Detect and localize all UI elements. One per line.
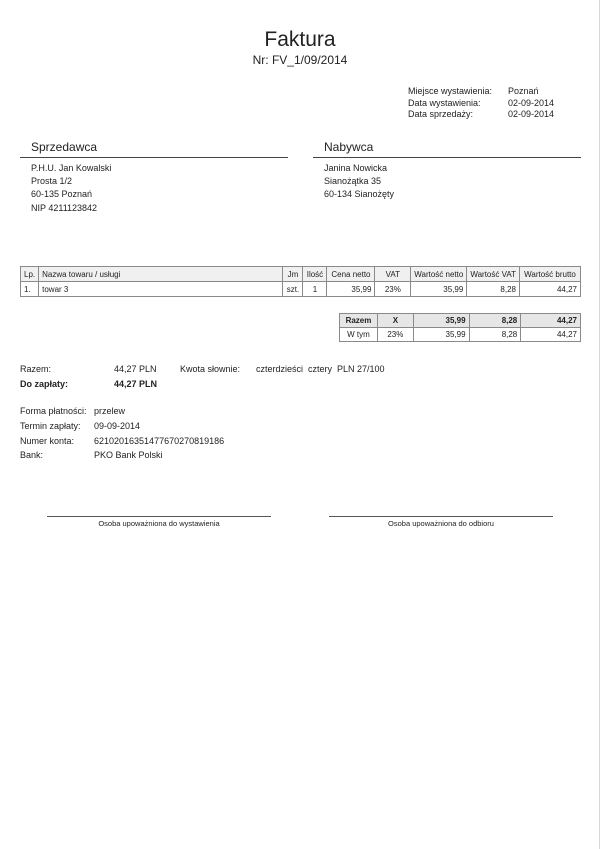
buyer-details (324, 162, 394, 202)
table-row (21, 282, 581, 297)
col-header-unit: Jm (283, 267, 303, 282)
issuer-signature-label: Osoba upoważniona do wystawienia (98, 519, 220, 528)
col-header-vat: VAT (375, 267, 411, 282)
payment-due-date-row (20, 419, 224, 434)
cell-net-price: 35,99 (327, 282, 375, 297)
buyer-heading: Nabywca (324, 140, 374, 154)
meta-row-sale-date (408, 109, 554, 121)
cell-net-value: 35,99 (411, 282, 467, 297)
payment-details (20, 404, 224, 463)
totals-vat-value: 8,28 (469, 328, 521, 342)
items-header-row (21, 267, 581, 282)
totals-label: Razem (340, 314, 378, 328)
invoice-meta (408, 86, 554, 121)
cell-unit: szt. (283, 282, 303, 297)
buyer-divider (313, 157, 581, 158)
issuer-signature-line (47, 516, 271, 517)
seller-divider (20, 157, 288, 158)
meta-label: Data sprzedaży: (408, 109, 474, 119)
summary-due-row (20, 377, 385, 392)
seller-details (31, 162, 111, 215)
amount-due-value: 44,27 PLN (114, 378, 158, 389)
meta-label: Miejsce wystawienia: (408, 86, 493, 96)
meta-row-place (408, 86, 554, 98)
totals-row-sum (340, 314, 581, 328)
meta-row-issue-date (408, 98, 554, 110)
payment-method-label: Forma płatności: (20, 406, 87, 416)
cell-lp: 1. (21, 282, 39, 297)
cell-qty: 1 (303, 282, 327, 297)
payment-summary (20, 362, 385, 391)
seller-nip: NIP 4211123842 (31, 202, 98, 213)
meta-value: 02-09-2014 (508, 97, 555, 108)
cell-gross-value: 44,27 (519, 282, 580, 297)
seller-city: 60-135 Poznań (31, 189, 93, 200)
payment-due-date-label: Termin zapłaty: (20, 420, 81, 431)
payment-method-row (20, 404, 224, 419)
account-number-label: Numer konta: (20, 435, 75, 446)
totals-net: 35,99 (413, 314, 469, 328)
col-header-vat-value: Wartość VAT (467, 267, 520, 282)
buyer-street: Sianożątka 35 (324, 176, 382, 187)
totals-gross: 44,27 (521, 328, 581, 342)
amount-in-words-value: czterdzieści cztery PLN 27/100 (256, 364, 385, 374)
col-header-net-price: Cena netto (327, 267, 375, 282)
total-label: Razem: (20, 364, 52, 374)
meta-label: Data wystawienia: (408, 97, 481, 108)
totals-table (339, 313, 581, 342)
cell-name: towar 3 (39, 282, 283, 297)
seller-street: Prosta 1/2 (31, 176, 73, 187)
bank-label: Bank: (20, 450, 44, 461)
invoice-number: Nr: FV_1/09/2014 (252, 53, 348, 67)
totals-label: W tym (340, 328, 378, 342)
payment-method-value: przelew (94, 406, 126, 416)
totals-vat-value: 8,28 (469, 314, 521, 328)
buyer-city: 60-134 Sianożęty (324, 189, 395, 200)
cell-vat: 23% (375, 282, 411, 297)
col-header-net-value: Wartość netto (411, 267, 467, 282)
seller-heading: Sprzedawca (31, 140, 98, 154)
totals-vat: X (377, 314, 413, 328)
totals-net: 35,99 (413, 328, 469, 342)
account-number-value: 62102016351477670270819186 (94, 435, 225, 446)
items-table (20, 266, 581, 297)
buyer-name: Janina Nowicka (324, 163, 388, 173)
amount-due-label: Do zapłaty: (20, 378, 69, 389)
col-header-gross-value: Wartość brutto (519, 267, 580, 282)
cell-vat-value: 8,28 (467, 282, 520, 297)
receiver-signature-line (329, 516, 553, 517)
col-header-qty: Ilość (303, 267, 327, 282)
totals-row-breakdown (340, 328, 581, 342)
bank-row (20, 448, 224, 463)
meta-value: Poznań (508, 86, 539, 96)
col-header-name: Nazwa towaru / usługi (39, 267, 283, 282)
invoice-title: Faktura (264, 28, 336, 51)
receiver-signature-label: Osoba upoważniona do odbioru (388, 519, 494, 528)
col-header-lp: Lp. (21, 267, 39, 282)
totals-vat: 23% (377, 328, 413, 342)
total-value: 44,27 PLN (114, 364, 157, 374)
account-number-row (20, 434, 224, 449)
amount-in-words-label: Kwota słownie: (180, 364, 241, 374)
bank-value: PKO Bank Polski (94, 450, 163, 461)
meta-value: 02-09-2014 (508, 109, 555, 119)
payment-due-date-value: 09-09-2014 (94, 420, 141, 431)
summary-total-row (20, 362, 385, 377)
seller-name: P.H.U. Jan Kowalski (31, 163, 112, 173)
totals-gross: 44,27 (521, 314, 581, 328)
